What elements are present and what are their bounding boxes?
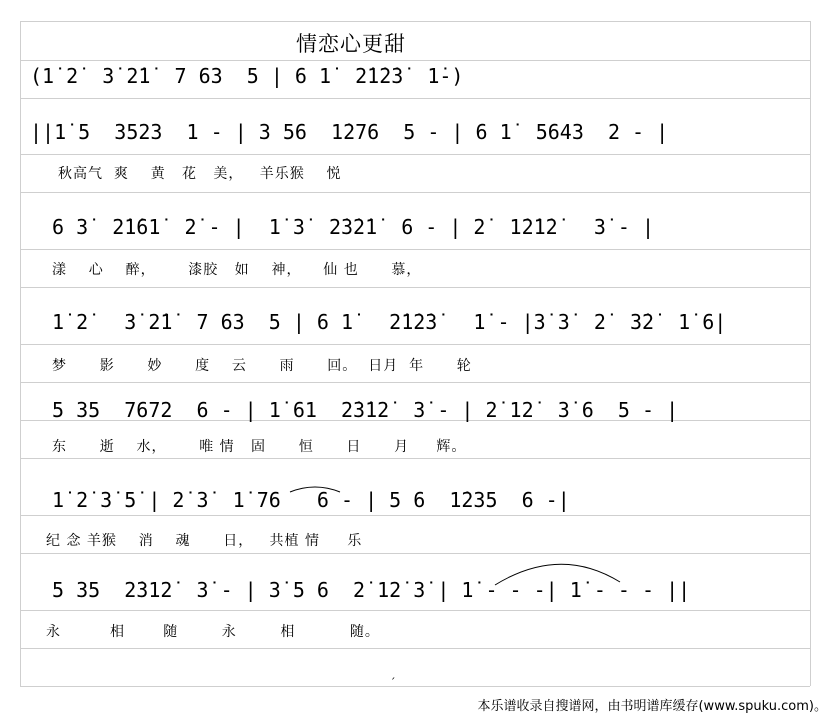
notation-line-2: 6 3̇ 2̇1̇61̇ 2̇ - | 1̇ 3̇ 2̇3̇2̇1̇ 6 - | 2̇ 1̇2̇1̇2̇ 3̇ - | <box>52 215 655 239</box>
slur-mark <box>495 564 620 585</box>
notation-line-5: 1̇ 2̇ 3̇ 5̇ | 2̇ 3̇ 1̇ 76 6 - | 5 6 1̇235 6 -| <box>52 488 570 512</box>
lyric-line-3: 梦 影 妙 度 云 雨 回。 日月 年 轮 <box>52 358 472 374</box>
notation-line-3: 1̇ 2̇ 3̇ 2̇1̇ 7 63 5 | 6 1̇ 2̇1̇2̇3̇ 1̇ - |3̇ 3̇ 2̇ 3̇2̇ 1̇ 6| <box>52 310 727 334</box>
notation-line-6: 5 35 2̇312̇ 3̇ - | 3̇ 5 6 2̇ 12̇ 3̇ | 1̇ - - -| 1̇ - - - || <box>52 578 691 602</box>
notation-line-4: 5 35 7672 6 - | 1̇ 61 2̇3̇12̇ 3̇ - | 2̇ 12̇ 3̇ 6 5 - | <box>52 398 679 422</box>
lyric-line-1: 秋高气 爽 黄 花 美， 羊乐猴 悦 <box>58 166 342 182</box>
intro-notation: (1̇ 2̇ 3̇ 2̇1̇ 7 63 5 | 6 1̇ 2̇1̇2̇3̇ 1̇-) <box>30 64 464 88</box>
slur-mark <box>290 487 340 492</box>
footer-note: 本乐谱收录自搜谱网，由书明谱库缓存(www.spuku.com)。 <box>477 699 827 714</box>
lyric-line-4: 东 逝 水， 唯 情 固 恒 日 月 辉。 <box>52 439 467 455</box>
lyric-line-2: 漾 心 醉， 漆胶 如 神， 仙 也 慕， <box>52 262 422 278</box>
notation-line-1: ||1̇ 5 3523 1 - | 3 56 1̇276 5 - | 6 1̇ 5643 2 - | <box>30 120 669 144</box>
score-title: 情恋心更甜 <box>296 32 406 56</box>
stray-mark: ˊ <box>390 676 396 689</box>
lyric-line-5: 纪 念 羊猴 消 魂 日， 共植 情 乐 <box>46 533 363 549</box>
lyric-line-6: 永 相 随 永 相 随。 <box>46 624 380 640</box>
